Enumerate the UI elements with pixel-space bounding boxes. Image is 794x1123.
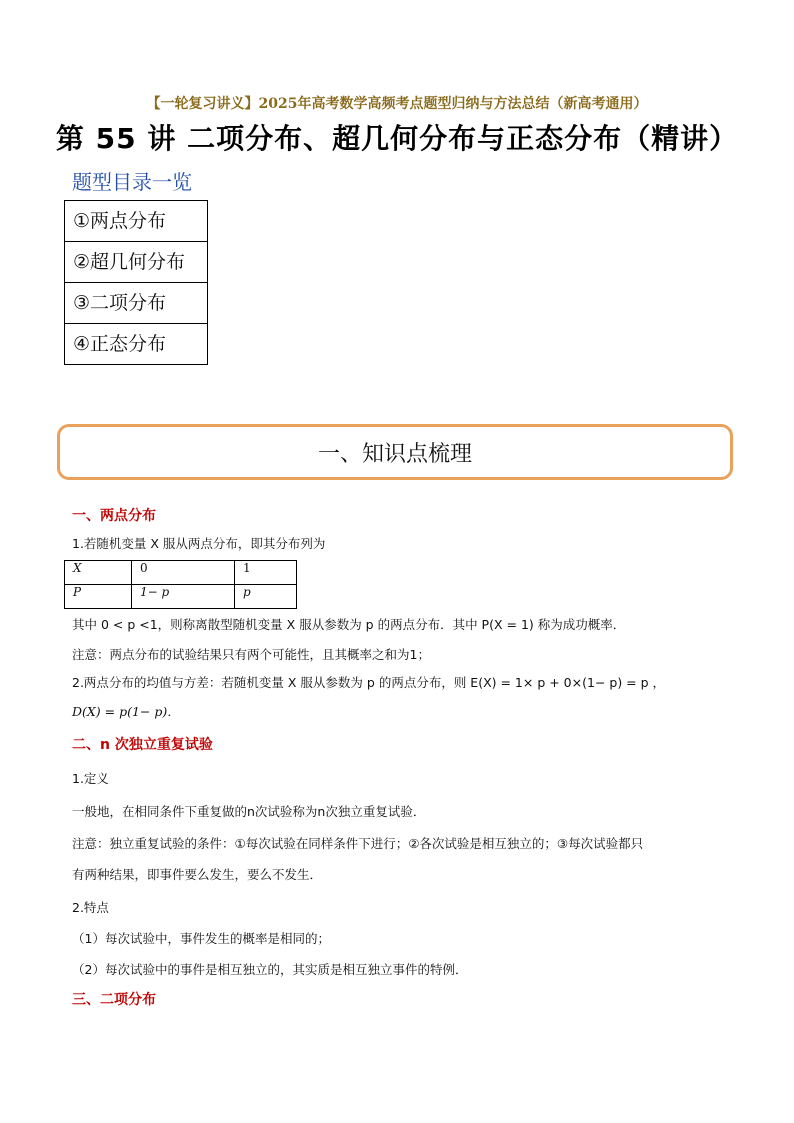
banner-label: 一、知识点梳理 bbox=[317, 441, 472, 467]
paragraph: 一般地，在相同条件下重复做的n次试验称为n次独立重复试验． bbox=[72, 804, 426, 819]
table-cell: P bbox=[65, 585, 132, 609]
table-cell: 0 bbox=[132, 561, 235, 585]
paragraph: 2.特点 bbox=[72, 900, 109, 915]
toc-heading: 题型目录一览 bbox=[72, 170, 192, 194]
paragraph: 1.若随机变量 X 服从两点分布，即其分布列为 bbox=[72, 536, 326, 551]
series-header: 【一轮复习讲义】2025年高考数学高频考点题型归纳与方法总结（新高考通用） bbox=[146, 96, 648, 112]
toc-item[interactable]: ④正态分布 bbox=[65, 324, 208, 365]
paragraph: （1）每次试验中，事件发生的概率是相同的； bbox=[72, 931, 330, 946]
toc-table bbox=[64, 200, 208, 365]
toc-item[interactable]: ①两点分布 bbox=[65, 201, 208, 242]
paragraph: 1.定义 bbox=[72, 771, 109, 786]
paragraph: 有两种结果，即事件要么发生，要么不发生． bbox=[72, 867, 323, 882]
page-title: 第 55 讲 二项分布、超几何分布与正态分布（精讲） bbox=[55, 122, 739, 155]
table-cell: X bbox=[65, 561, 132, 585]
toc-item[interactable]: ②超几何分布 bbox=[65, 242, 208, 283]
paragraph: 其中 0 < p <1，则称离散型随机变量 X 服从参数为 p 的两点分布．其中 P(X = 1) 称为成功概率． bbox=[72, 617, 626, 632]
paragraph: 2.两点分布的均值与方差：若随机变量 X 服从参数为 p 的两点分布，则 E(X) = 1× p + 0×(1− p) = p ， bbox=[72, 675, 666, 690]
toc-item[interactable]: ③二项分布 bbox=[65, 283, 208, 324]
section-title-independent-trials: 二、n 次独立重复试验 bbox=[72, 737, 213, 753]
paragraph: 注意：两点分布的试验结果只有两个可能性，且其概率之和为1； bbox=[72, 647, 430, 662]
paragraph: （2）每次试验中的事件是相互独立的，其实质是相互独立事件的特例． bbox=[72, 962, 468, 977]
table-cell: p bbox=[235, 585, 297, 609]
section-banner bbox=[57, 424, 733, 480]
table-cell: 1 bbox=[235, 561, 297, 585]
section-title-binomial: 三、二项分布 bbox=[72, 992, 156, 1008]
paragraph: D(X) = p(1− p)． bbox=[72, 704, 180, 719]
distribution-table bbox=[64, 560, 297, 609]
paragraph: 注意：独立重复试验的条件：①每次试验在同样条件下进行；②各次试验是相互独立的；③每次试验都只 bbox=[72, 836, 644, 851]
section-title-two-point: 一、两点分布 bbox=[72, 508, 156, 524]
table-cell: 1− p bbox=[132, 585, 235, 609]
